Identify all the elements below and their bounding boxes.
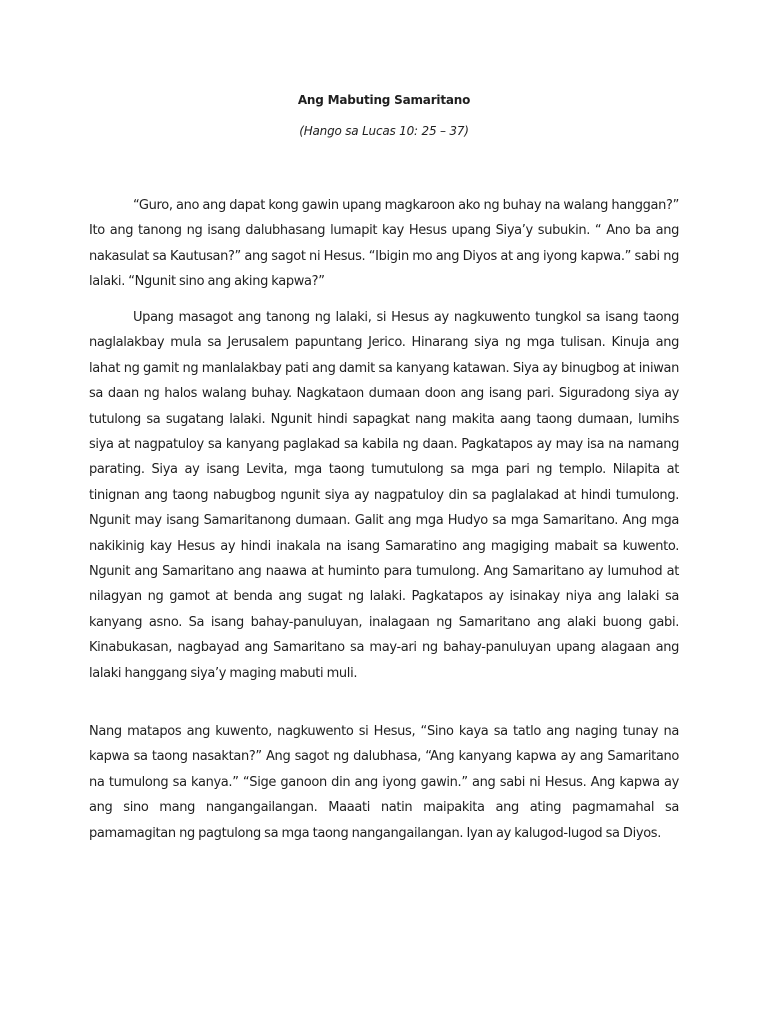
- paragraph-3-text: Nang matapos ang kuwento, nagkuwento si Hesus, “Sino kaya sa tatlo ang naging tunay na kapwa sa taong nasaktan?” Ang sagot ng dalubhasa, “Ang kanyang kapwa ay ang Samaritano na tumulong sa kanya.” “Sige ganoon din ang iyong gawin.” ang sabi ni Hesus. Ang kapwa ay ang sino mang nangangailangan. Maaati natin maipakita ang ating pagmamahal sa pamamagitan ng pagtulong sa mga taong nangangailangan. Iyan ay kalugod-lugod sa Diyos.: [89, 724, 679, 841]
- paragraph-2: [89, 305, 679, 686]
- document-subtitle: (Hango sa Lucas 10: 25 – 37): [299, 124, 469, 138]
- paragraph-3: [89, 719, 679, 846]
- paragraph-2-text: Upang masagot ang tanong ng lalaki, si Hesus ay nagkuwento tungkol sa isang taong naglalakbay mula sa Jerusalem papuntang Jerico. Hinarang siya ng mga tulisan. Kinuja ang lahat ng gamit ng manlalakbay pati ang damit sa kanyang katawan. Siya ay binugbog at iniwan sa daan ng halos walang buhay. Nagkataon dumaan doon ang isang pari. Siguradong siya ay tutulong sa sugatang lalaki. Ngunit hindi sapagkat nang makita aang taong dumaan, lumihs siya at nagpatuloy sa kanyang paglakad sa kabila ng daan. Pagkatapos ay may isa na namang parating. Siya ay isang Levita, mga taong tumutulong sa mga pari ng templo. Nilapita at tinignan ang taong nabugbog ngunit siya ay nagpatuloy din sa paglalakad at hindi tumulong. Ngunit may isang Samaritanong dumaan. Galit ang mga Hudyo sa mga Samaritano. Ang mga nakikinig kay Hesus ay hindi inakala na isang Samaratino ang magiging mabait sa kuwento. Ngunit ang Samaritano ang naawa at huminto para tumulong. Ang Samaritano ay lumuhod at nilagyan ng gamot at benda ang sugat ng lalaki. Pagkatapos ay isinakay niya ang lalaki sa kanyang asno. Sa isang bahay-panuluyan, inalagaan ng Samaritano ang alaki buong gabi. Kinabukasan, nagbayad ang Samaritano sa may-ari ng bahay-panuluyan upang alagaan ang lalaki hanggang siya’y maging mabuti muli.: [89, 310, 679, 681]
- paragraph-1-text: “Guro, ano ang dapat kong gawin upang magkaroon ako ng buhay na walang hanggan?” Ito ang tanong ng isang dalubhasang lumapit kay Hesus upang Siya’y subukin. “ Ano ba ang nakasulat sa Kautusan?” ang sagot ni Hesus. “Ibigin mo ang Diyos at ang iyong kapwa.” sabi ng lalaki. “Ngunit sino ang aking kapwa?”: [89, 198, 679, 290]
- paragraph-1: [89, 193, 679, 295]
- document-title: Ang Mabuting Samaritano: [297, 93, 471, 107]
